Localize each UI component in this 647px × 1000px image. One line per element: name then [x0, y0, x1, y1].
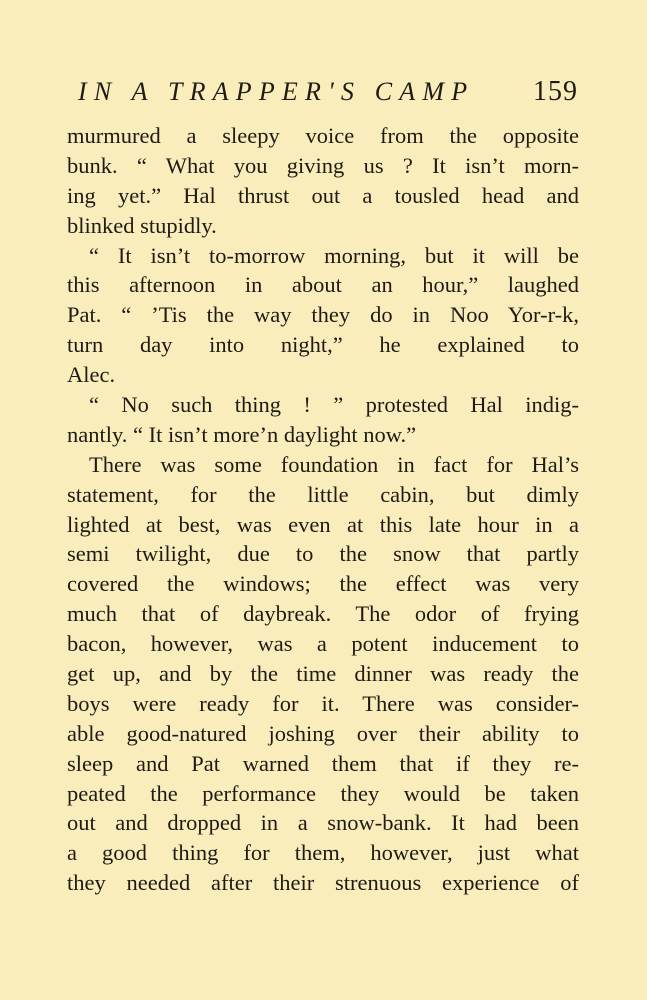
- text-line: “ No such thing ! ” protested Hal indig-: [89, 392, 579, 418]
- text-line: ing yet.” Hal thrust out a tousled head and: [67, 182, 579, 208]
- running-head: [78, 72, 578, 112]
- text-line: “ It isn’t to-morrow morning, but it will be: [89, 242, 579, 268]
- text-line: able good-natured joshing over their ability to: [67, 720, 579, 746]
- text-line: murmured a sleepy voice from the opposite: [67, 123, 579, 148]
- text-line: semi twilight, due to the snow that partly: [67, 541, 579, 567]
- text-line: Pat. “ ’Tis the way they do in Noo Yor-r-k,: [67, 302, 579, 328]
- text-line: bacon, however, was a potent inducement to: [67, 631, 579, 657]
- text-line: lighted at best, was even at this late hour in a: [67, 511, 579, 537]
- text-line: statement, for the little cabin, but dimly: [67, 481, 579, 507]
- text-line: much that of daybreak. The odor of frying: [67, 601, 579, 627]
- text-line: boys were ready for it. There was consider-: [67, 690, 579, 716]
- text-line: peated the performance they would be taken: [67, 780, 579, 806]
- text-line: sleep and Pat warned them that if they re-: [67, 750, 579, 776]
- text-line: There was some foundation in fact for Hal’s: [89, 451, 579, 477]
- text-line: blinked stupidly.: [67, 212, 217, 238]
- text-line: Alec.: [67, 362, 116, 388]
- text-line: this afternoon in about an hour,” laughed: [67, 272, 579, 298]
- text-line: they needed after their strenuous experience of: [67, 870, 579, 896]
- body-text: [67, 121, 579, 898]
- text-line: a good thing for them, however, just what: [67, 840, 579, 866]
- text-line: get up, and by the time dinner was ready the: [67, 661, 579, 687]
- text-line: out and dropped in a snow-bank. It had been: [67, 810, 579, 836]
- text-line: turn day into night,” he explained to: [67, 332, 579, 358]
- running-title: IN A TRAPPER'S CAMP: [78, 77, 475, 106]
- text-line: covered the windows; the effect was very: [67, 571, 579, 597]
- text-line: nantly. “ It isn’t more’n daylight now.”: [67, 421, 417, 447]
- page-number: 159: [533, 76, 578, 107]
- text-line: bunk. “ What you giving us ? It isn’t morn-: [67, 152, 579, 178]
